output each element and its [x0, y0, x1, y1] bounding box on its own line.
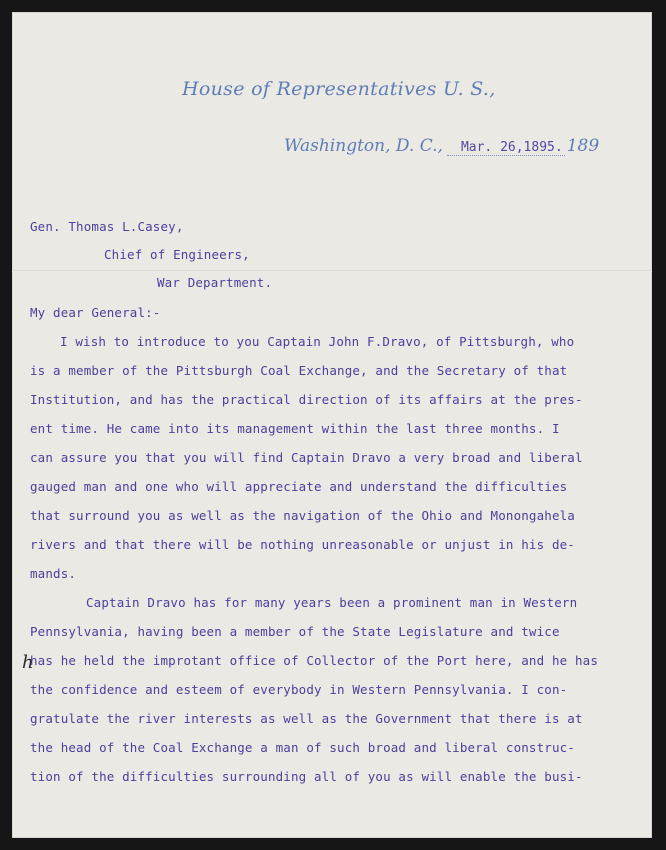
printed-year: 189	[566, 136, 600, 156]
paper-fold	[12, 270, 652, 272]
body-line: Institution, and has the practical direction of its affairs at the pres-	[30, 392, 583, 407]
body-line: gauged man and one who will appreciate and understand the difficulties	[30, 479, 568, 494]
dateline-place: Washington, D. C.,	[284, 136, 443, 156]
body-line: has he held the improtant office of Collector of the Port here, and he has	[30, 653, 598, 668]
body-line: Captain Dravo has for many years been a prominent man in Western	[86, 595, 578, 610]
body-line: tion of the difficulties surrounding all of you as will enable the busi-	[30, 769, 583, 784]
body-line: gratulate the river interests as well as the Government that there is at	[30, 711, 583, 726]
body-line: that surround you as well as the navigation of the Ohio and Monongahela	[30, 508, 575, 523]
body-line: I wish to introduce to you Captain John F.Dravo, of Pittsburgh, who	[60, 334, 575, 349]
body-line: ent time. He came into its management within the last three months. I	[30, 421, 560, 436]
address-line-name: Gen. Thomas L.Casey,	[30, 219, 184, 234]
body-line: the confidence and esteem of everybody in Western Pennsylvania. I con-	[30, 682, 568, 697]
body-line: mands.	[30, 566, 77, 581]
body-line: the head of the Coal Exchange a man of such broad and liberal construc-	[30, 740, 575, 755]
address-line-department: War Department.	[157, 275, 273, 290]
body-line: rivers and that there will be nothing unreasonable or unjust in his de-	[30, 537, 575, 552]
body-line: is a member of the Pittsburgh Coal Exchange, and the Secretary of that	[30, 363, 568, 378]
body-line: can assure you that you will find Captain Dravo a very broad and liberal	[30, 450, 583, 465]
letter-page	[12, 12, 652, 838]
body-line: Pennsylvania, having been a member of the State Legislature and twice	[30, 624, 560, 639]
salutation: My dear General:-	[30, 305, 161, 320]
address-line-title: Chief of Engineers,	[104, 247, 250, 262]
dateline	[284, 136, 599, 156]
letterhead-title: House of Representatives U. S.,	[182, 78, 496, 100]
handwritten-margin-note: h	[22, 652, 34, 673]
typed-date: Mar. 26,1895.	[447, 140, 565, 156]
